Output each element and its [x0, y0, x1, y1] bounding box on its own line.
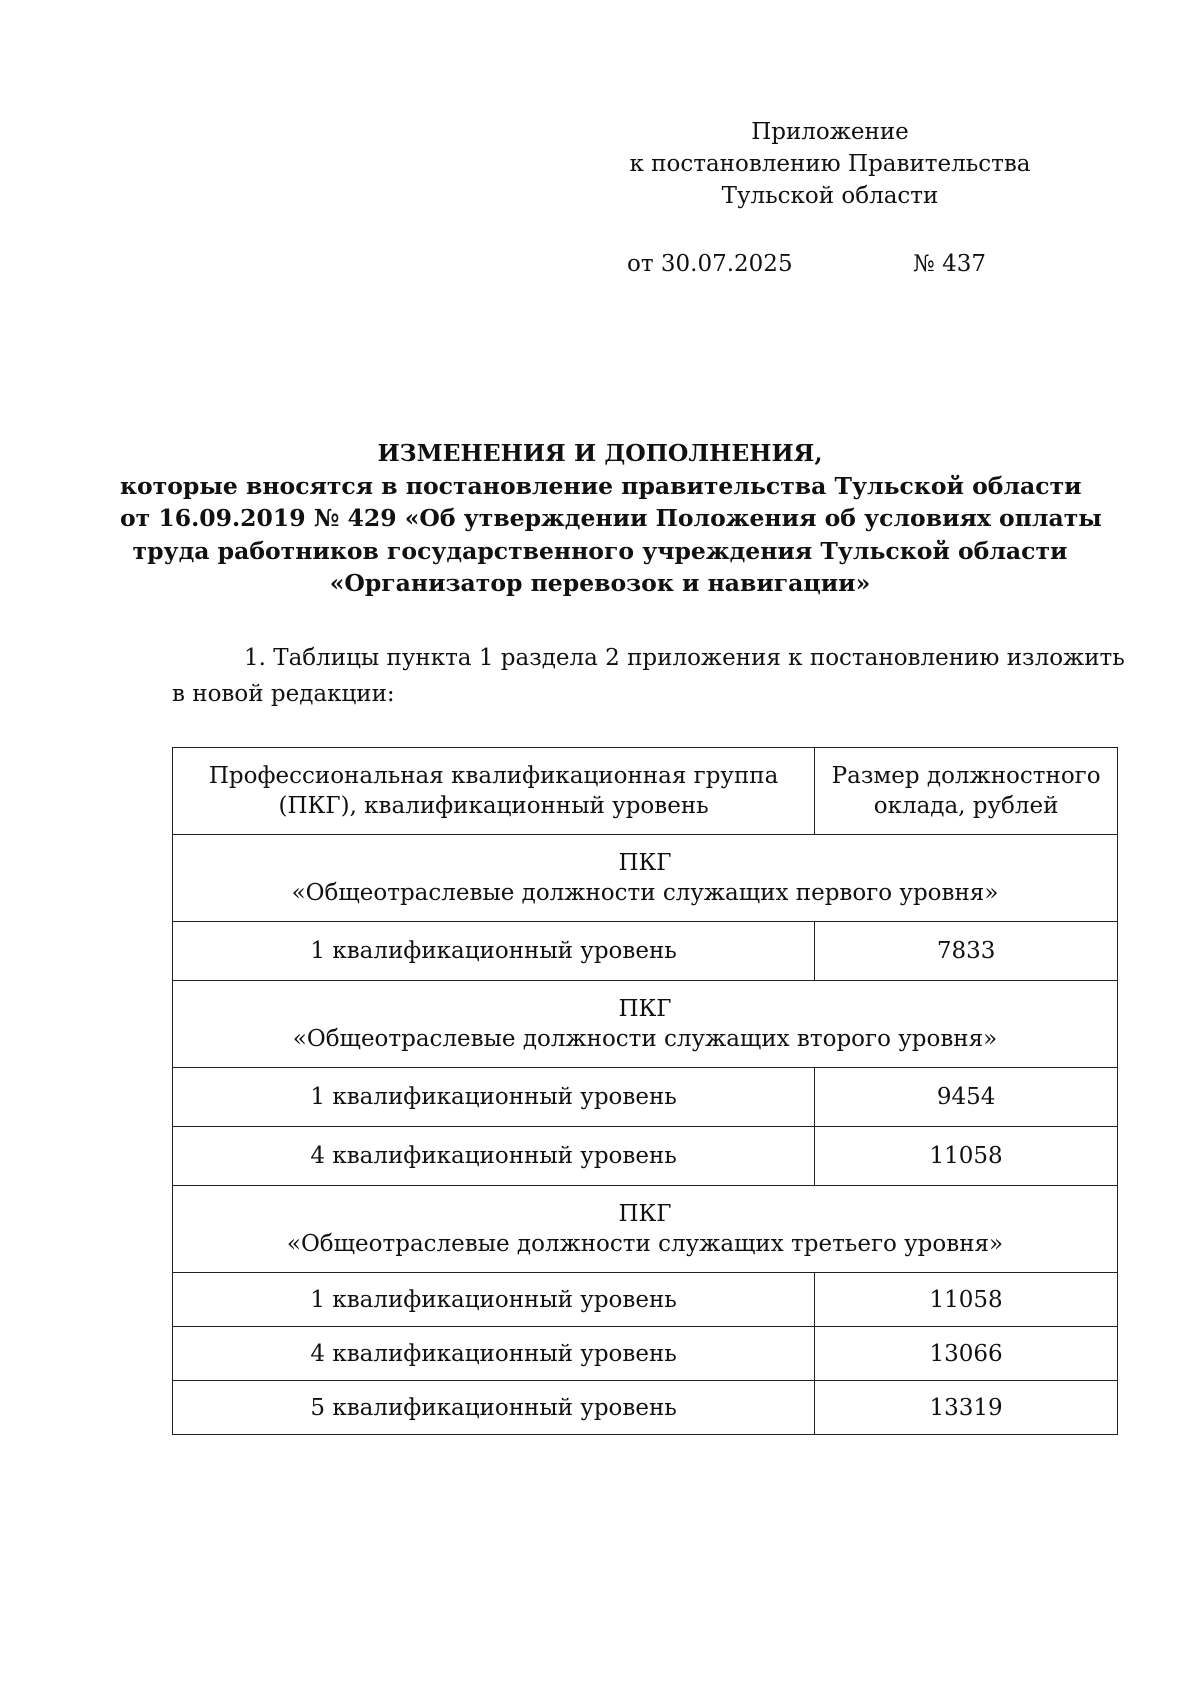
- paragraph-line-2: в новой редакции:: [172, 681, 395, 707]
- group-name: «Общеотраслевые должности служащих третьего уровня»: [286, 1231, 1004, 1257]
- group-cell: [173, 1186, 1118, 1273]
- appendix-line-3: Тульской области: [721, 183, 939, 209]
- group-cell: [173, 835, 1118, 922]
- title-line-2: которые вносятся в постановление правительства Тульской области: [120, 471, 1082, 500]
- instruction-paragraph: [172, 640, 1125, 712]
- salary-table: [172, 747, 1118, 1435]
- decree-date: от 30.07.2025: [627, 251, 793, 277]
- level-cell: 4 квалификационный уровень: [173, 1327, 815, 1381]
- document-title: [120, 437, 1102, 600]
- decree-number: № 437: [913, 251, 986, 277]
- level-cell: 4 квалификационный уровень: [173, 1127, 815, 1186]
- appendix-header: [590, 116, 1070, 212]
- paragraph-line-1: 1. Таблицы пункта 1 раздела 2 приложения к постановлению изложить: [244, 645, 1125, 671]
- level-cell: 1 квалификационный уровень: [173, 1273, 815, 1327]
- level-cell: 1 квалификационный уровень: [173, 1068, 815, 1127]
- group-row: [173, 981, 1118, 1068]
- header-cell-group: [173, 748, 815, 835]
- salary-cell: 7833: [815, 922, 1118, 981]
- group-title: ПКГ: [618, 996, 672, 1022]
- title-line-3: от 16.09.2019 № 429 «Об утверждении Положения об условиях оплаты: [120, 504, 1102, 532]
- table-row: [173, 1273, 1118, 1327]
- title-line-1: ИЗМЕНЕНИЯ И ДОПОЛНЕНИЯ,: [377, 439, 823, 467]
- title-line-5: «Организатор перевозок и навигации»: [329, 569, 871, 597]
- salary-cell: 11058: [815, 1127, 1118, 1186]
- title-line-4: труда работников государственного учреждения Тульской области: [132, 536, 1068, 565]
- salary-cell: 9454: [815, 1068, 1118, 1127]
- group-name: «Общеотраслевые должности служащих второго уровня»: [292, 1026, 998, 1052]
- salary-cell: 11058: [815, 1273, 1118, 1327]
- header-group-line-2: (ПКГ), квалификационный уровень: [278, 793, 709, 819]
- appendix-line-2: к постановлению Правительства: [629, 151, 1031, 177]
- header-salary-line-2: оклада, рублей: [873, 793, 1059, 819]
- group-title: ПКГ: [618, 1201, 672, 1227]
- table-row: [173, 1327, 1118, 1381]
- table-row: [173, 1068, 1118, 1127]
- header-salary-line-1: Размер должностного: [831, 763, 1101, 789]
- appendix-line-1: Приложение: [751, 119, 909, 145]
- group-row: [173, 835, 1118, 922]
- group-cell: [173, 981, 1118, 1068]
- group-title: ПКГ: [618, 850, 672, 876]
- table-row: [173, 922, 1118, 981]
- header-cell-salary: [815, 748, 1118, 835]
- group-name: «Общеотраслевые должности служащих первого уровня»: [291, 880, 999, 906]
- salary-cell: 13066: [815, 1327, 1118, 1381]
- table-row: [173, 1381, 1118, 1435]
- group-row: [173, 1186, 1118, 1273]
- level-cell: 5 квалификационный уровень: [173, 1381, 815, 1435]
- level-cell: 1 квалификационный уровень: [173, 922, 815, 981]
- table-row: [173, 1127, 1118, 1186]
- table-header-row: [173, 748, 1118, 835]
- header-group-line-1: Профессиональная квалификационная группа: [208, 763, 779, 789]
- salary-cell: 13319: [815, 1381, 1118, 1435]
